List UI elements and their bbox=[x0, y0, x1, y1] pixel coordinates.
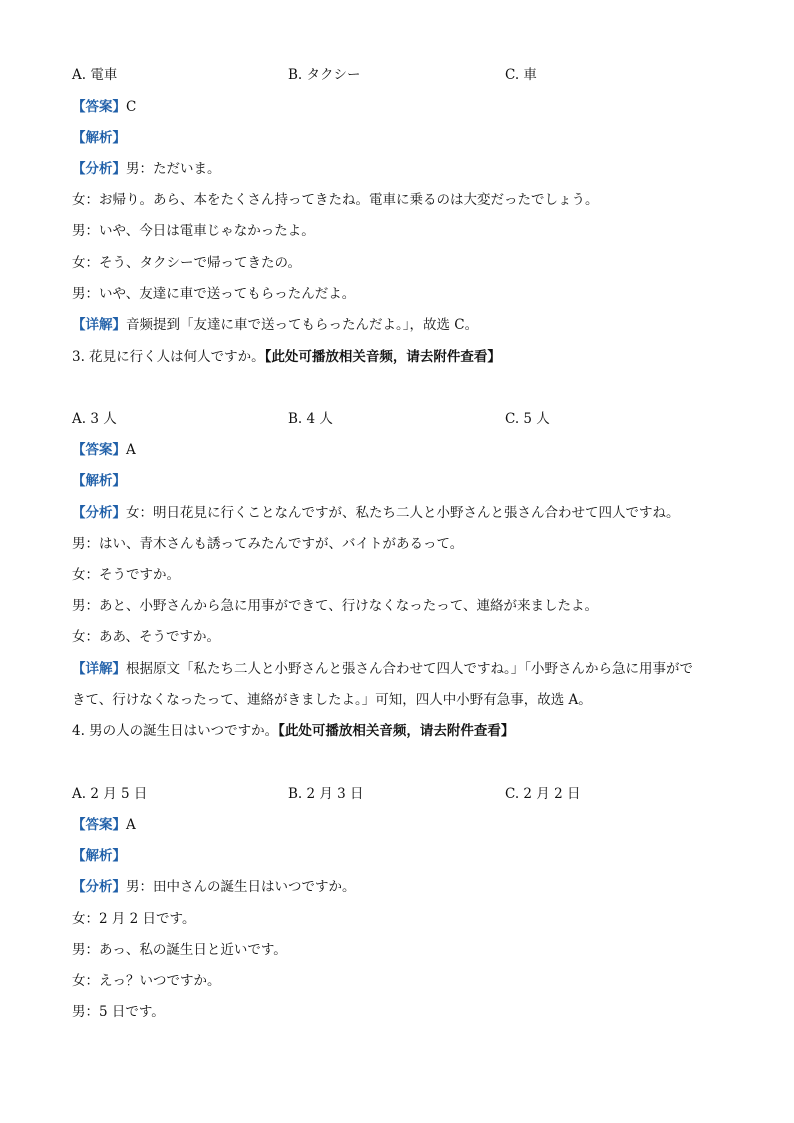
q4-dialog-line-3: 男：あっ、私の誕生日と近いです。 bbox=[72, 942, 287, 958]
answer-tag: 【答案】 bbox=[72, 817, 126, 833]
q2-analysis-heading bbox=[72, 129, 126, 147]
q3-dialog-line-5: 女：ああ、そうですか。 bbox=[72, 629, 220, 645]
q4-audio-note: 【此处可播放相关音频，请去附件查看】 bbox=[278, 723, 515, 739]
q3-detail-1: 根据原文「私たち二人と小野さんと張さん合わせて四人ですね。」「小野さんから急に用事がで bbox=[126, 661, 693, 677]
q3-option-b: B. 4 人 bbox=[288, 411, 333, 427]
q4-dialog-line-5: 男：5 日です。 bbox=[72, 1004, 165, 1020]
analysis-tag: 【解析】 bbox=[72, 130, 126, 146]
q4-answer: A bbox=[126, 817, 136, 833]
q3-dialog-line-4: 男：あと、小野さんから急に用事ができて、行けなくなったって、連絡が来ましたよ。 bbox=[72, 598, 598, 614]
analysis-tag: 【解析】 bbox=[72, 848, 126, 864]
dialog-text: 男：田中さんの誕生日はいつですか。 bbox=[126, 879, 356, 895]
q2-answer-line bbox=[72, 98, 136, 116]
q2-dialog-line-5: 男：いや、友達に車で送ってもらったんだよ。 bbox=[72, 286, 356, 302]
q4-dialog-line-2: 女：2 月 2 日です。 bbox=[72, 911, 196, 927]
q3-analysis-heading bbox=[72, 472, 126, 490]
q4-dialog-line-4: 女：えっ？いつですか。 bbox=[72, 973, 221, 989]
q4-option-a: A. 2 月 5 日 bbox=[72, 786, 148, 802]
answer-tag: 【答案】 bbox=[72, 442, 126, 458]
q3-dialog-line-2: 男：はい、青木さんも誘ってみたんですが、バイトがあるって。 bbox=[72, 536, 464, 552]
q3-dialog-line-1 bbox=[72, 504, 680, 522]
q4-dialog-line-1 bbox=[72, 878, 356, 896]
q4-question-line bbox=[72, 722, 514, 740]
q2-option-a: A. 電車 bbox=[72, 67, 118, 83]
q3-answer-line bbox=[72, 441, 136, 459]
q2-answer: C bbox=[126, 99, 137, 115]
q3-option-c: C. 5 人 bbox=[505, 411, 550, 427]
fenxi-tag: 【分析】 bbox=[72, 879, 126, 895]
fenxi-tag: 【分析】 bbox=[72, 161, 126, 177]
detail-tag: 【详解】 bbox=[72, 317, 126, 333]
q2-detail-line bbox=[72, 316, 478, 334]
q3-option-a: A. 3 人 bbox=[72, 411, 117, 427]
q3-question: 3. 花見に行く人は何人ですか。 bbox=[72, 349, 265, 365]
q2-dialog-line-3: 男：いや、今日は電車じゃなかったよ。 bbox=[72, 223, 315, 239]
q2-dialog-line-4: 女：そう、タクシーで帰ってきたの。 bbox=[72, 255, 301, 271]
detail-tag: 【详解】 bbox=[72, 661, 126, 677]
q3-detail-line-2: きて、行けなくなったって、連絡がきましたよ。」可知，四人中小野有急事，故选 A。 bbox=[72, 692, 592, 708]
q3-audio-note: 【此处可播放相关音频，请去附件查看】 bbox=[264, 349, 501, 365]
q2-dialog-line-2: 女：お帰り。あら、本をたくさん持ってきたね。電車に乗るのは大変だったでしょう。 bbox=[72, 192, 599, 208]
q4-question: 4. 男の人の誕生日はいつですか。 bbox=[72, 723, 279, 739]
q2-detail: 音频提到「友達に車で送ってもらったんだよ。」，故选 C。 bbox=[126, 317, 479, 333]
answer-tag: 【答案】 bbox=[72, 99, 126, 115]
fenxi-tag: 【分析】 bbox=[72, 505, 126, 521]
dialog-text: 男：ただいま。 bbox=[126, 161, 221, 177]
q3-question-line bbox=[72, 348, 501, 366]
q2-dialog-line-1 bbox=[72, 160, 221, 178]
q4-option-b: B. 2 月 3 日 bbox=[288, 786, 364, 802]
q3-answer: A bbox=[126, 442, 136, 458]
dialog-text: 女：明日花見に行くことなんですが、私たち二人と小野さんと張さん合わせて四人ですね。 bbox=[126, 505, 680, 521]
q4-option-c: C. 2 月 2 日 bbox=[505, 786, 581, 802]
q2-option-c: C. 車 bbox=[505, 67, 537, 83]
q4-answer-line bbox=[72, 816, 136, 834]
analysis-tag: 【解析】 bbox=[72, 473, 126, 489]
q2-option-b: B. タクシー bbox=[288, 67, 361, 83]
q3-detail-line-1 bbox=[72, 660, 693, 678]
q4-analysis-heading bbox=[72, 847, 126, 865]
q3-dialog-line-3: 女：そうですか。 bbox=[72, 567, 180, 583]
